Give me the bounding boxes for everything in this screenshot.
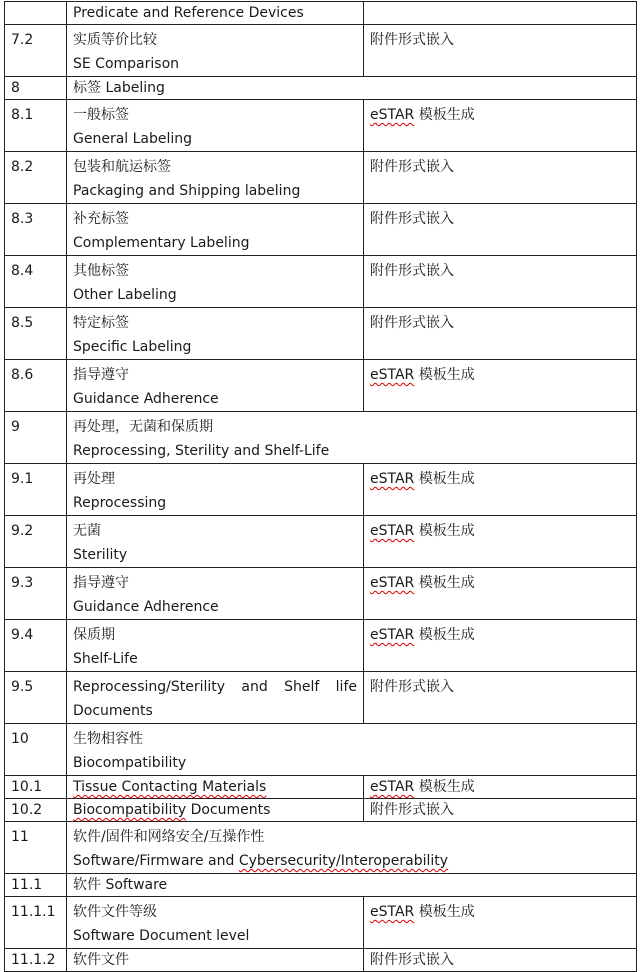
section-title-cell [67, 2, 364, 25]
table-row [5, 464, 637, 516]
method-text: 模板生成 [414, 779, 475, 795]
section-title-cell [67, 568, 364, 620]
section-number-cell [5, 568, 67, 620]
method-cell [364, 100, 637, 152]
section-title-zh: 无菌 [73, 523, 101, 539]
section-number-cell [5, 25, 67, 77]
section-title-en: Reprocessing [73, 495, 167, 511]
section-number: 11 [11, 829, 29, 845]
section-title-zh: 包装和航运标签 [73, 159, 171, 175]
table-row [5, 620, 637, 672]
table-row [5, 25, 637, 77]
section-title-zh: 指导遵守 [73, 575, 129, 591]
section-number: 9 [11, 419, 20, 435]
section-title-cell [67, 412, 637, 464]
section-title-cell [67, 256, 364, 308]
section-number-cell [5, 874, 67, 897]
method-estar: eSTAR [370, 627, 415, 643]
section-title-cell [67, 152, 364, 204]
method-text: 附件形式嵌入 [370, 211, 454, 227]
section-title-en: Sterility [73, 547, 128, 563]
section-title-zh: 标签 Labeling [73, 80, 165, 96]
method-estar: eSTAR [370, 471, 415, 487]
method-estar: eSTAR [370, 107, 415, 123]
method-text: 模板生成 [414, 367, 475, 383]
section-title-zh: 软件/固件和网络安全/互操作性 [73, 829, 265, 845]
table-row [5, 724, 637, 776]
method-cell [364, 516, 637, 568]
section-title-en: General Labeling [73, 131, 193, 147]
section-number: 9.1 [11, 471, 34, 487]
section-number-cell [5, 672, 67, 724]
section-number-cell [5, 77, 67, 100]
section-number: 10.1 [11, 779, 43, 795]
section-number: 8.6 [11, 367, 34, 383]
section-title-cell [67, 874, 637, 897]
section-title-en: Reprocessing, Sterility and Shelf-Life [73, 443, 330, 459]
section-number: 8.4 [11, 263, 34, 279]
section-number: 8.3 [11, 211, 34, 227]
table-row [5, 256, 637, 308]
table-row [5, 516, 637, 568]
section-title-cell [67, 620, 364, 672]
section-title-en: Complementary Labeling [73, 235, 250, 251]
section-number: 9.3 [11, 575, 34, 591]
method-cell [364, 152, 637, 204]
method-text: 模板生成 [414, 107, 475, 123]
method-cell [364, 672, 637, 724]
table-row [5, 2, 637, 25]
section-title-zh: 其他标签 [73, 263, 129, 279]
section-title-zh: 补充标签 [73, 211, 129, 227]
method-estar: eSTAR [370, 367, 415, 383]
section-number-cell [5, 620, 67, 672]
method-cell [364, 620, 637, 672]
table-row [5, 412, 637, 464]
table-row [5, 897, 637, 949]
section-number-cell [5, 822, 67, 874]
table-row [5, 77, 637, 100]
table-row [5, 822, 637, 874]
section-title-cell [67, 822, 637, 874]
table-row [5, 152, 637, 204]
method-cell [364, 799, 637, 822]
section-title-cell [67, 25, 364, 77]
method-cell [364, 897, 637, 949]
method-cell [364, 308, 637, 360]
section-title-zh: 再处理 [73, 471, 115, 487]
section-title-cell [67, 672, 364, 724]
section-title-cell [67, 77, 637, 100]
method-cell [364, 776, 637, 799]
table-row [5, 360, 637, 412]
table-row [5, 672, 637, 724]
section-title-cell [67, 516, 364, 568]
section-number: 8.2 [11, 159, 34, 175]
section-title-zh: 实质等价比较 [73, 32, 157, 48]
section-number-cell [5, 152, 67, 204]
section-number-cell [5, 949, 67, 972]
document-table [4, 1, 637, 972]
section-number-cell [5, 204, 67, 256]
section-number: 8.5 [11, 315, 34, 331]
section-number: 8.1 [11, 107, 34, 123]
section-title-cell [67, 204, 364, 256]
section-title-en: Specific Labeling [73, 339, 192, 355]
section-title-zh: 再处理，无菌和保质期 [73, 419, 213, 435]
method-cell [364, 360, 637, 412]
section-number: 7.2 [11, 32, 34, 48]
section-number: 8 [11, 80, 20, 96]
section-title-cell [67, 308, 364, 360]
section-title-cell [67, 897, 364, 949]
table-row [5, 204, 637, 256]
method-text: 模板生成 [414, 471, 475, 487]
section-title-cell [67, 360, 364, 412]
section-title-en: Guidance Adherence [73, 599, 219, 615]
section-title-zh: 软件 Software [73, 877, 168, 893]
section-title-cell [67, 949, 364, 972]
table-row [5, 308, 637, 360]
section-title-zh: 软件文件等级 [73, 904, 157, 920]
table-row [5, 776, 637, 799]
section-title-cell [67, 464, 364, 516]
section-number-cell [5, 776, 67, 799]
method-cell [364, 25, 637, 77]
method-estar: eSTAR [370, 904, 415, 920]
table-row [5, 799, 637, 822]
section-number: 9.4 [11, 627, 34, 643]
section-title-en: Software Document level [73, 928, 250, 944]
section-number-cell [5, 308, 67, 360]
section-number-cell [5, 100, 67, 152]
method-text: 模板生成 [414, 627, 475, 643]
section-number: 9.5 [11, 679, 34, 695]
method-text: 模板生成 [414, 904, 475, 920]
section-number-cell [5, 516, 67, 568]
section-title-zh: 生物相容性 [73, 731, 143, 747]
method-estar: eSTAR [370, 523, 415, 539]
method-text: 附件形式嵌入 [370, 802, 454, 818]
method-cell [364, 568, 637, 620]
section-number: 10.2 [11, 802, 43, 818]
section-number-cell [5, 256, 67, 308]
method-estar: eSTAR [370, 575, 415, 591]
section-title-en: Packaging and Shipping labeling [73, 183, 301, 199]
method-text: 附件形式嵌入 [370, 679, 454, 695]
section-number-cell [5, 897, 67, 949]
section-title-zh: 特定标签 [73, 315, 129, 331]
section-title-en: Other Labeling [73, 287, 177, 303]
table-row [5, 100, 637, 152]
section-title-en: Biocompatibility Documents [73, 802, 271, 818]
section-title-cell [67, 799, 364, 822]
method-cell [364, 464, 637, 516]
method-text: 附件形式嵌入 [370, 32, 454, 48]
section-number-cell [5, 2, 67, 25]
method-text: 附件形式嵌入 [370, 952, 454, 968]
method-cell [364, 2, 637, 25]
method-cell [364, 256, 637, 308]
section-title-zh: 保质期 [73, 627, 115, 643]
section-title-en: Predicate and Reference Devices [73, 5, 304, 21]
section-title-en: Guidance Adherence [73, 391, 219, 407]
section-title-en: Software/Firmware and Cybersecurity/Interoperability [73, 853, 449, 869]
section-title-zh: 一般标签 [73, 107, 129, 123]
method-estar: eSTAR [370, 779, 415, 795]
table-row [5, 874, 637, 897]
section-number-cell [5, 360, 67, 412]
section-title-en: Tissue Contacting Materials [73, 779, 267, 795]
section-title-en: Reprocessing/Sterility and Shelf life Documents [73, 679, 357, 719]
method-text: 附件形式嵌入 [370, 159, 454, 175]
section-number: 11.1.1 [11, 904, 56, 920]
method-text: 附件形式嵌入 [370, 263, 454, 279]
table-row [5, 568, 637, 620]
section-number: 10 [11, 731, 29, 747]
section-number: 9.2 [11, 523, 34, 539]
section-number: 11.1.2 [11, 952, 56, 968]
method-cell [364, 949, 637, 972]
section-number: 11.1 [11, 877, 43, 893]
section-title-zh: 指导遵守 [73, 367, 129, 383]
section-title-zh: 软件文件 [73, 952, 129, 968]
section-number-cell [5, 412, 67, 464]
method-cell [364, 204, 637, 256]
section-title-cell [67, 776, 364, 799]
table-row [5, 949, 637, 972]
section-number-cell [5, 799, 67, 822]
method-text: 模板生成 [414, 523, 475, 539]
section-title-en: Shelf-Life [73, 651, 138, 667]
section-title-en: Biocompatibility [73, 755, 187, 771]
method-text: 模板生成 [414, 575, 475, 591]
section-number-cell [5, 464, 67, 516]
section-title-cell [67, 724, 637, 776]
table-body [5, 2, 637, 972]
section-title-cell [67, 100, 364, 152]
section-number-cell [5, 724, 67, 776]
section-title-en: SE Comparison [73, 56, 180, 72]
method-text: 附件形式嵌入 [370, 315, 454, 331]
